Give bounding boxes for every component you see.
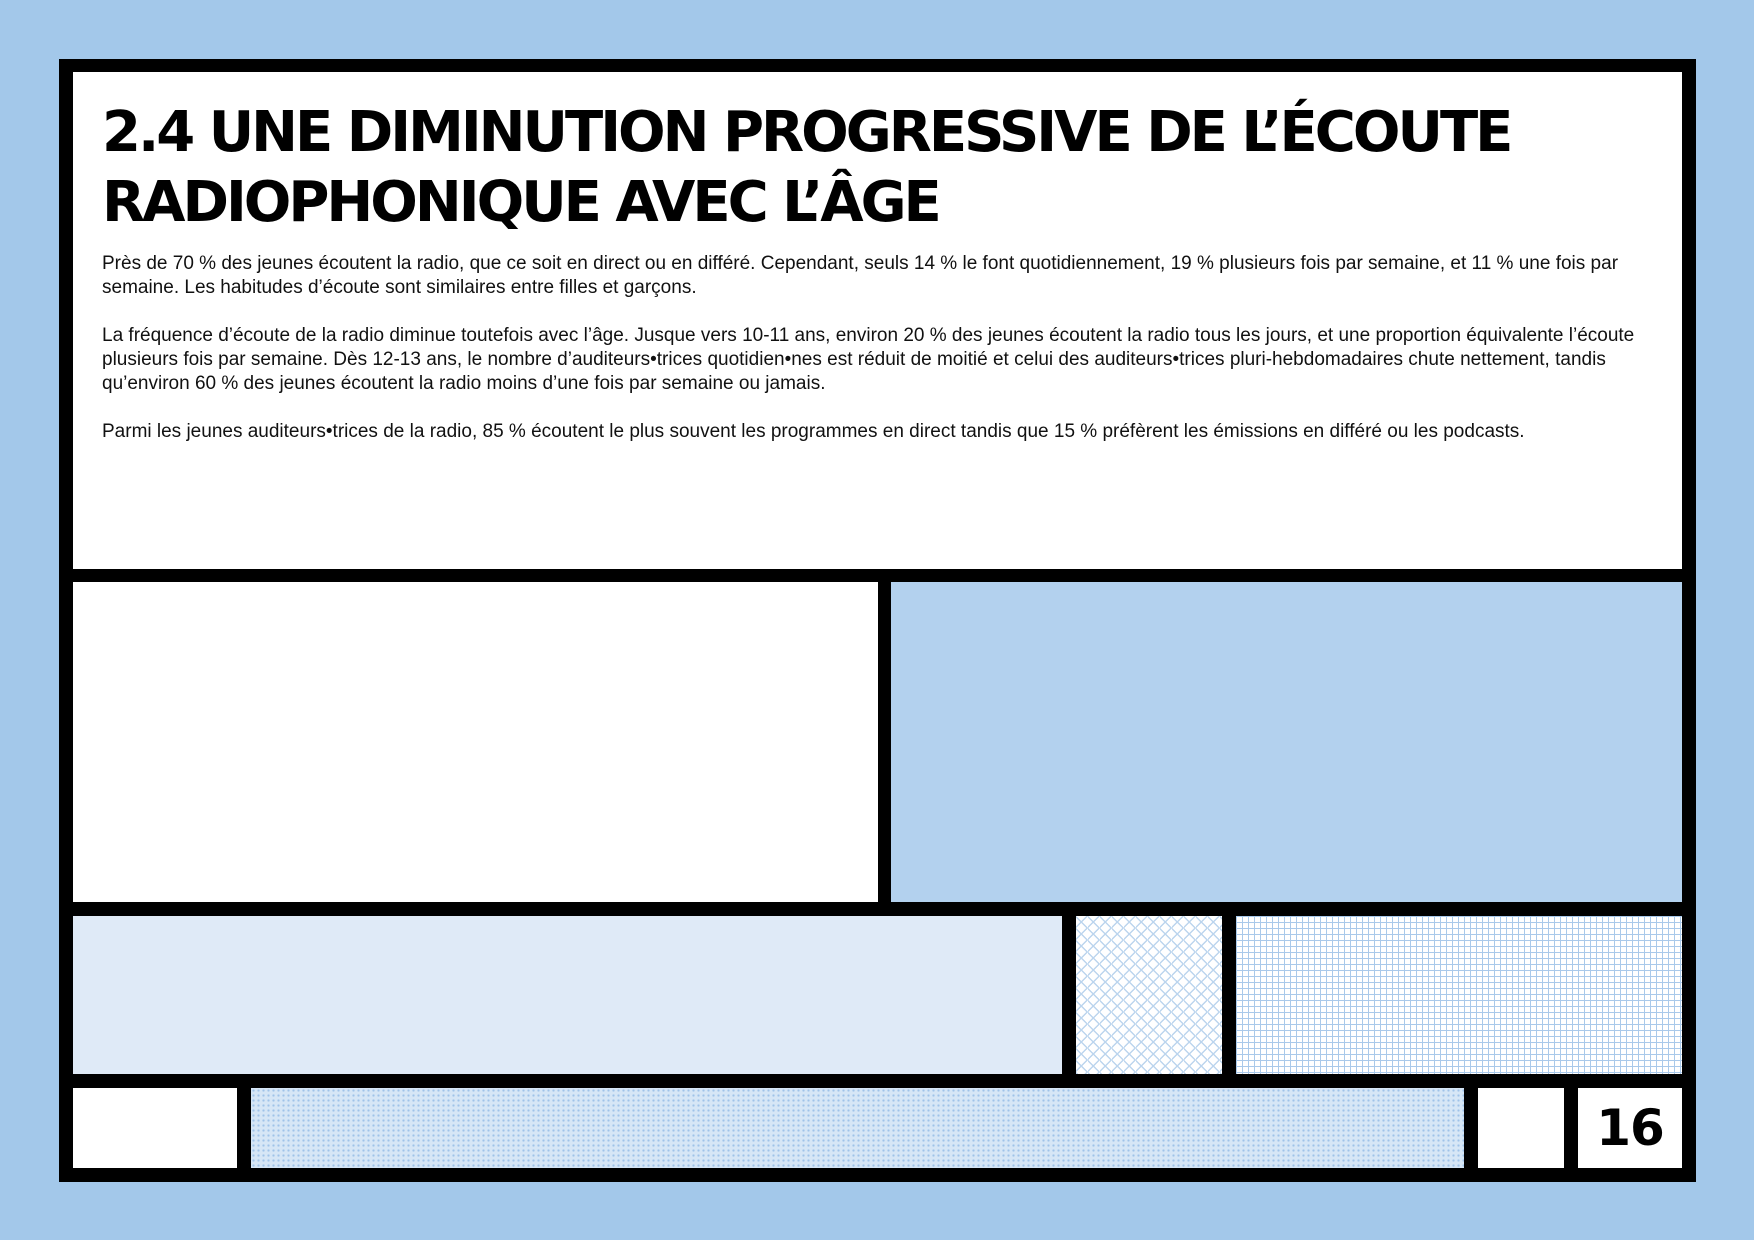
- page-number-box: [1578, 1088, 1682, 1168]
- paragraph-1: Près de 70 % des jeunes écoutent la radio, que ce soit en direct ou en différé. Cependant, seuls 14 % le font quotidiennement, 19 % plusieurs fois par semaine, et 11 % une fois par semaine. Les habitudes d’écoute sont similaires entre filles et garçons.: [102, 253, 1619, 298]
- blank-panel-pale: [73, 916, 1062, 1074]
- blank-panel-small-right: [1478, 1088, 1564, 1168]
- blank-panel-blue: [891, 582, 1682, 902]
- dot-pattern-panel: [251, 1088, 1464, 1168]
- paragraph-2: La fréquence d’écoute de la radio diminue toutefois avec l’âge. Jusque vers 10-11 ans, environ 20 % des jeunes écoutent la radio tous les jours, et une proportion équivalente l’écoute plusieurs fois par semaine. Dès 12-13 ans, le nombre d’auditeurs•trices quotidien•nes est réduit de moitié et celui des auditeurs•trices pluri-hebdomadaires chute nettement, tandis qu’environ 60 % des jeunes écoutent la radio moins d’une fois par semaine ou jamais.: [102, 325, 1635, 394]
- grid-pattern-panel: [1236, 916, 1682, 1074]
- text-panel: [73, 72, 1682, 569]
- blank-panel-small-left: [73, 1088, 237, 1168]
- page-number: 16: [1596, 1099, 1664, 1157]
- blank-panel-white: [73, 582, 878, 902]
- section-title-line2: RADIOPHONIQUE AVEC L’ÂGE: [102, 170, 939, 235]
- section-title: [102, 98, 1649, 238]
- paragraph-3: Parmi les jeunes auditeurs•trices de la radio, 85 % écoutent le plus souvent les programmes en direct tandis que 15 % préfèrent les émissions en différé ou les podcasts.: [102, 421, 1525, 442]
- zigzag-pattern-panel: [1076, 916, 1222, 1074]
- section-title-line1: 2.4 UNE DIMINUTION PROGRESSIVE DE L’ÉCOUTE: [102, 100, 1511, 165]
